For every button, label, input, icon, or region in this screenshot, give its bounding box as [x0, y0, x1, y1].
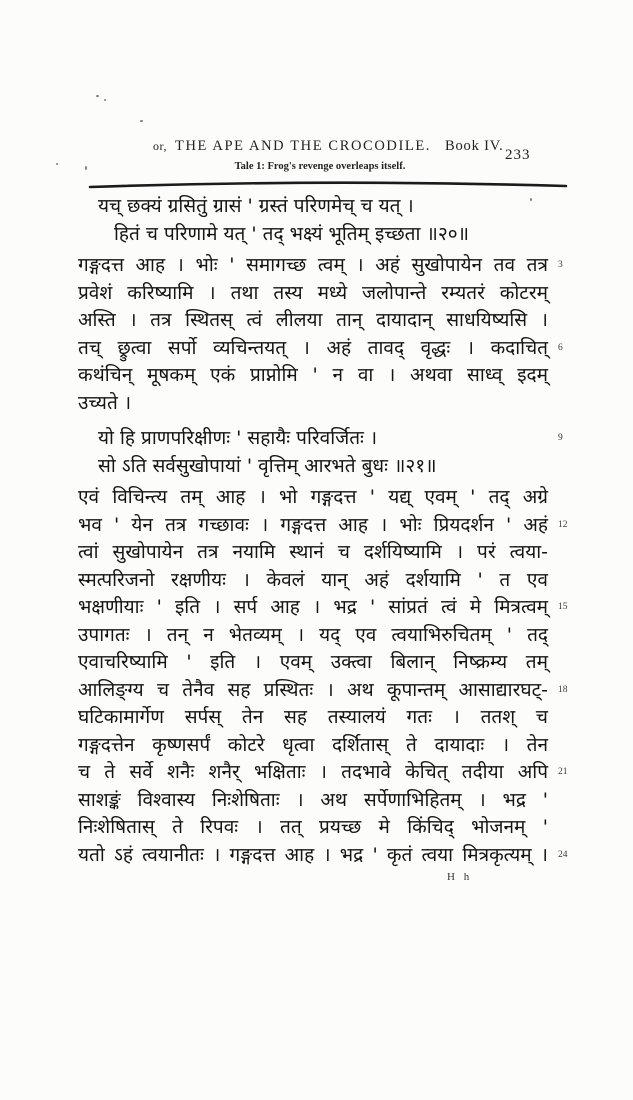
line-text: प्रवेशं करिष्यामि । तथा तस्य मध्ये जलोपान्ते रम्यतरं कोटरम्: [78, 281, 548, 304]
line-text: यतो ऽहं त्वयानीतः । गङ्गदत्त आह । भद्र ' कृतं त्वया मित्रकृत्यम् ।: [78, 843, 548, 866]
line-text: गङ्गदत्त आह । भोः ' समागच्छ त्वम् । अहं सुखोपायेन तव तत्र: [78, 254, 548, 276]
scan-speck: [96, 95, 99, 97]
line-text: स्मत्परिजनो रक्षणीयः । केवलं यान् अहं दर्शयामि ' त एव: [78, 568, 548, 591]
text-line: [78, 539, 548, 567]
text-line: [78, 759, 568, 787]
margin-line-number: 12: [558, 519, 568, 530]
text-line: [78, 484, 548, 512]
running-header-prefix: or,: [153, 139, 168, 153]
verse-block: [78, 193, 548, 248]
line-text: उपागतः । तन् न भेतव्यम् । यद् एव त्वयाभिरुचितम् ' तद्: [78, 623, 548, 646]
paragraph-block: [78, 484, 568, 869]
text-line: [78, 362, 548, 390]
tale-caption: Tale 1: Frog's revenge overleaps itself.: [234, 161, 406, 172]
text-line: [78, 814, 548, 842]
verse-line: [98, 193, 548, 221]
header-rule-line: [88, 176, 570, 192]
line-text: एवं विचिन्त्य तम् आह । भो गङ्गदत्त ' यद्य् एवम् ' तद् अग्रे: [78, 486, 548, 508]
text-line: [78, 335, 563, 363]
line-text: अस्ति । तत्र स्थितस् त्वं लीलया तान् दायादान् साधयिष्यसि ।: [78, 309, 548, 331]
line-text: यच् छक्यं ग्रसितुं ग्रासं ' ग्रस्तं परिणमेच् च यत् ।: [98, 195, 414, 217]
line-text: निःशेषितास् ते रिपवः । तत् प्रयच्छ मे किंचिद् भोजनम् ': [78, 816, 548, 838]
scan-speck: [85, 166, 87, 170]
line-text: भव ' येन तत्र गच्छावः । गङ्गदत्त आह । भोः प्रियदर्शन ' अहं: [78, 513, 548, 536]
line-text: च ते सर्वे शनैः शनैर् भक्षिताः । तदभावे केचित् तदीया अपि: [78, 761, 548, 783]
text-line: [78, 842, 568, 870]
margin-line-number: 15: [558, 602, 568, 612]
text-line: [78, 567, 548, 595]
running-header-title: THE APE AND THE CROCODILE.: [175, 138, 432, 154]
page-body: [78, 193, 568, 877]
line-text: एवाचरिष्यामि ' इति । एवम् उक्त्वा बिलान् निष्क्रम्य तम्: [78, 651, 548, 673]
scan-speck: [140, 120, 143, 122]
line-text: गङ्गदत्तेन कृष्णसर्पं कोटरे धृत्वा दर्शितास् ते दायादाः । तेन: [78, 733, 548, 756]
line-text: सो ऽति सर्वसुखोपायां ' वृत्तिम् आरभते बुधः ॥२१॥: [98, 454, 437, 477]
text-line: [78, 512, 568, 540]
line-text: साशङ्कं विश्वास्य निःशेषिताः । अथ सर्पेणाभिहितम् । भद्र ': [78, 788, 548, 811]
running-header-book: Book IV.: [445, 138, 504, 154]
verse-block: [78, 425, 563, 480]
scan-speck: [104, 99, 106, 101]
margin-line-number: 18: [558, 684, 568, 695]
line-text: तच् छ्रुत्वा सर्पो व्यचिन्तयत् । अहं तावद् वृद्धः । कदाचित्: [78, 336, 548, 359]
line-text: यो हि प्राणपरिक्षीणः ' सहायैः परिवर्जितः ।: [98, 427, 378, 449]
margin-line-number: 3: [558, 260, 563, 270]
paragraph-block: [78, 252, 563, 417]
line-text: घटिकामार्गेण सर्पस् तेन सह तस्यालयं गतः । ततश् च: [78, 706, 548, 728]
text-line: [78, 732, 548, 760]
text-line: [78, 649, 548, 677]
verse-line: [98, 221, 548, 249]
line-text: उच्यते ।: [78, 391, 132, 414]
text-line: [78, 622, 548, 650]
margin-line-number: 21: [558, 767, 568, 777]
margin-line-number: 9: [558, 433, 563, 443]
line-text: कथंचिन् मूषकम् एकं प्राप्नोमि ' न वा । अथवा साध्व् इदम्: [78, 364, 548, 386]
text-line: [78, 252, 563, 280]
running-header: [153, 137, 504, 155]
printer-signature: H h: [447, 871, 473, 883]
verse-line: [98, 425, 563, 453]
scan-speck: [530, 198, 532, 201]
line-text: त्वां सुखोपायेन तत्र नयामि स्थानं च दर्शयिष्यामि । परं त्वया-: [78, 541, 548, 563]
margin-line-number: 24: [558, 849, 568, 860]
text-line: [78, 390, 548, 418]
text-line: [78, 280, 548, 308]
line-text: भक्षणीयाः ' इति । सर्प आह । भद्र ' सांप्रतं त्वं मे मित्रत्वम्: [78, 596, 548, 618]
text-line: [78, 704, 548, 732]
text-line: [78, 677, 568, 705]
verse-line: [98, 453, 548, 481]
line-text: हितं च परिणामे यत् ' तद् भक्ष्यं भूतिम् इच्छता ॥२०॥: [114, 222, 469, 245]
page-number: 233: [505, 147, 531, 163]
line-text: आलिङ्ग्य च तेनैव सह प्रस्थितः । अथ कूपान्तम् आसाद्यारघट्-: [78, 678, 548, 701]
text-line: [78, 787, 548, 815]
margin-line-number: 6: [558, 342, 563, 353]
text-line: [78, 307, 548, 335]
scan-speck: [56, 163, 58, 165]
text-line: [78, 594, 568, 622]
